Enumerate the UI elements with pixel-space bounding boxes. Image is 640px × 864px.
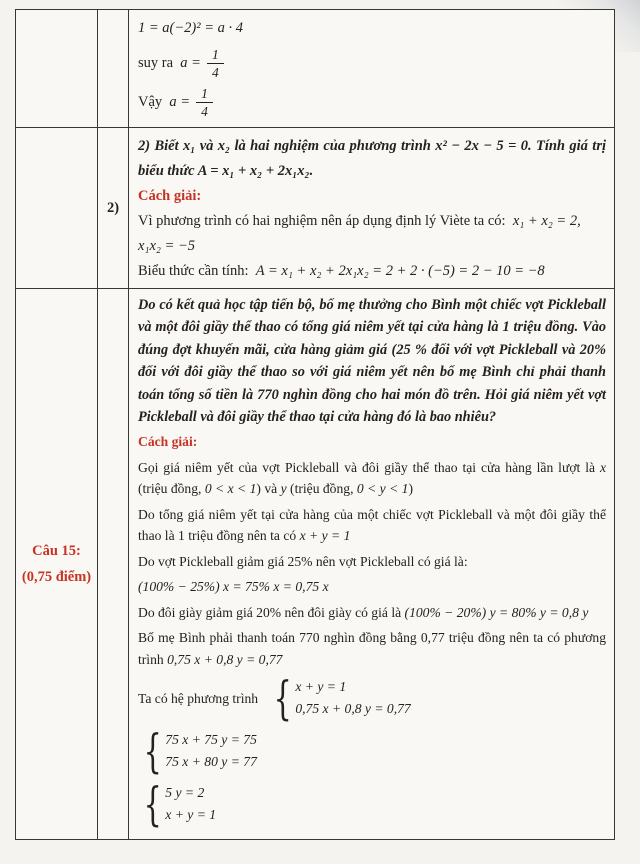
left-brace: { xyxy=(143,724,162,779)
solution-heading: Cách giải: xyxy=(138,188,202,204)
row3-question-label-cell xyxy=(16,289,98,839)
row2-part-label-cell xyxy=(98,128,129,289)
left-brace: { xyxy=(143,777,162,832)
question-label xyxy=(16,289,97,839)
part-number: 2) xyxy=(106,199,120,216)
problem-statement: 2) Biết x₁ và x₂ là hai nghiệm của phương trình x² − 2x − 5 = 0. Tính giá trị biểu thức A = x₁ + x₂ + 2x₁x₂. xyxy=(138,138,606,179)
solution-heading: Cách giải: xyxy=(138,434,198,450)
equation: 0,75 x + 0,8 y = 0,77 xyxy=(167,651,283,667)
text-label: suy ra xyxy=(138,55,174,71)
row1-part-label-cell xyxy=(98,10,129,128)
problem-statement: Do có kết quả học tập tiến bộ, bố mẹ thưởng cho Bình một chiếc vợt Pickleball và một đôi giầy thể thao có tổng giá niêm yết tại cửa hàng là 1 triệu đồng. Vào đúng đợt khuyến mãi, cửa hàng giảm giá (25 % đối với vợt Pickleball và 20% đối với đôi giầy thể thao so với giá niêm yết nên bố mẹ Bình chỉ phải thanh toán tổng số tiền là 770 nghìn đồng cho hai món đồ trên. Hỏi giá niêm yết vợt Pickleball và đôi giầy thể thao tại cửa hàng đó là bao nhiêu? xyxy=(138,297,606,426)
equation: x + y = 1 xyxy=(299,528,351,544)
equation: x₁ + x₂ = 2, x₁x₂ = −5 xyxy=(138,213,588,254)
equation: a = xyxy=(169,94,191,110)
row2-solution-cell xyxy=(129,128,614,289)
fraction-denominator: 4 xyxy=(201,104,208,119)
equation-system xyxy=(138,724,606,779)
equation: a = xyxy=(180,55,201,71)
system-equation: x + y = 1 xyxy=(165,806,217,822)
inequality: 0 < x < 1 xyxy=(204,481,257,497)
left-brace: { xyxy=(273,671,292,726)
variable: y xyxy=(280,481,287,497)
system-equation: 75 x + 75 y = 75 xyxy=(165,732,257,748)
question-number: Câu 15: xyxy=(32,542,81,559)
equation: (100% − 20%) y = 80% y = 0,8 y xyxy=(404,604,589,620)
row1-question-label-cell xyxy=(16,10,98,128)
system-equation: 75 x + 80 y = 77 xyxy=(165,753,257,769)
fraction-numerator: 1 xyxy=(207,47,224,64)
equation-system xyxy=(138,777,606,832)
solution-line: Biểu thức cần tính: A = x₁ + x₂ + 2x₁x₂ = 2 + 2 · (−5) = 2 − 10 = −8 xyxy=(138,263,545,279)
equation: (100% − 25%) x = 75% x = 0,75 x xyxy=(138,579,329,595)
system-equation: 0,75 x + 0,8 y = 0,77 xyxy=(295,700,411,716)
solution-paragraph: Do tổng giá niêm yết tại cửa hàng của một chiếc vợt Pickleball và một đôi giầy thể thao là 1 triệu đồng nên ta có x + y = 1 xyxy=(138,506,606,544)
fraction xyxy=(196,86,213,119)
row2-question-label-cell xyxy=(16,128,98,289)
equation: 1 = a(−2)² = a · 4 xyxy=(138,20,243,36)
equation: A = x₁ + x₂ + 2x₁x₂ = 2 + 2 · (−5) = 2 − 10 = −8 xyxy=(255,263,545,279)
equation-line xyxy=(138,16,606,41)
solution-paragraph: Do vợt Pickleball giảm giá 25% nên vợt Pickleball có giá là: xyxy=(138,553,468,569)
row3-part-label-cell xyxy=(98,289,129,839)
variable: x xyxy=(599,459,606,475)
row1-solution-cell xyxy=(129,10,614,128)
answer-table xyxy=(15,9,615,840)
system-equation: x + y = 1 xyxy=(295,679,347,695)
fraction-denominator: 4 xyxy=(211,65,219,80)
solution-paragraph: Bố mẹ Bình phải thanh toán 770 nghìn đồng bằng 0,77 triệu đồng nên ta có phương trình 0,75 x + 0,8 y = 0,77 xyxy=(138,630,606,667)
equation-line xyxy=(138,47,606,80)
fraction xyxy=(207,47,224,80)
text-label: Ta có hệ phương trình xyxy=(138,690,259,706)
fraction-numerator: 1 xyxy=(196,86,213,103)
system-equation: 5 y = 2 xyxy=(165,785,205,801)
system-intro-line xyxy=(138,671,606,726)
solution-paragraph: Gọi giá niêm yết của vợt Pickleball và đôi giầy thể thao tại cửa hàng lần lượt là x (triệu đồng, 0 < x < 1) và y (triệu đồng, 0 < y < 1) xyxy=(138,459,606,497)
equation-system xyxy=(268,671,411,726)
inequality: 0 < y < 1 xyxy=(356,481,409,497)
solution-paragraph: Do đôi giày giảm giá 20% nên đôi giày có giá là (100% − 20%) y = 80% y = 0,8 y xyxy=(138,604,589,620)
solution-line: Vì phương trình có hai nghiệm nên áp dụng định lý Viète ta có: x₁ + x₂ = 2, x₁x₂ = −5 xyxy=(138,213,588,254)
equation-line xyxy=(138,86,606,119)
text-label: Vậy xyxy=(138,94,163,110)
question-points: (0,75 điểm) xyxy=(21,568,92,585)
row3-solution-cell xyxy=(129,289,614,839)
